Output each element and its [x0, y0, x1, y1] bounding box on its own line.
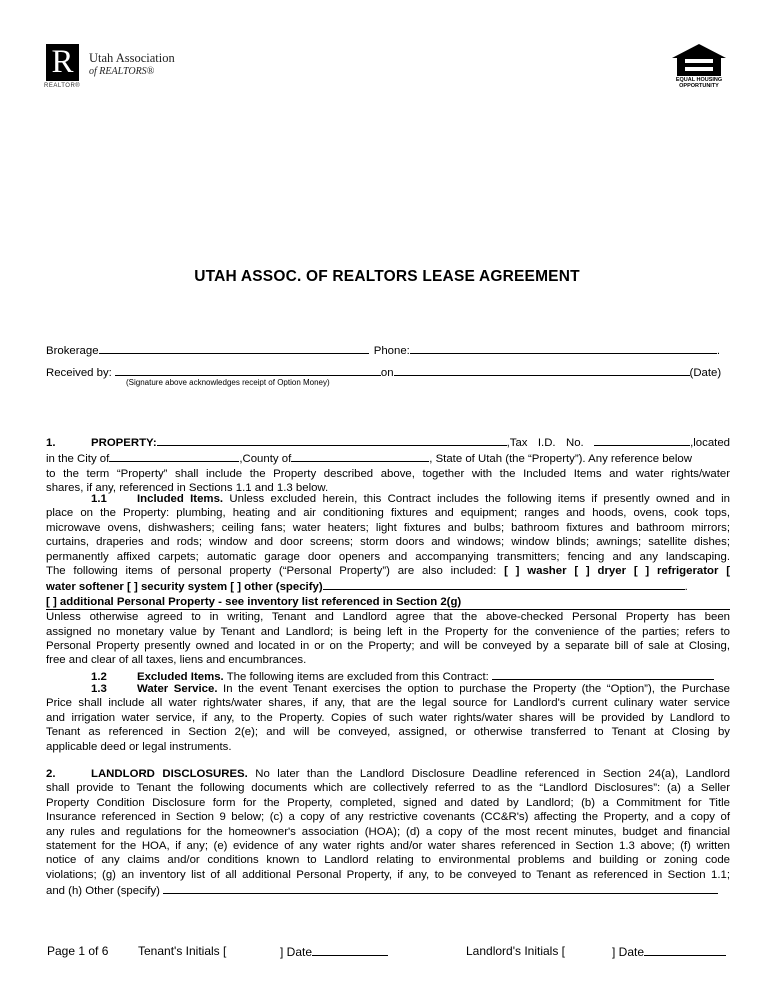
association-name-line1: Utah Association	[89, 51, 175, 65]
section-1-1-number: 1.1	[91, 493, 107, 505]
tenant-date-field[interactable]	[312, 944, 388, 956]
equal-housing-icon	[671, 43, 727, 77]
refrigerator-checkbox[interactable]: [ ] refrigerator	[633, 565, 719, 578]
section-1-3-text: In the event Tenant exercises the option to purchase the Property (the “Option”), the Purchase	[223, 683, 730, 695]
section-1-2-heading: Excluded Items.	[137, 671, 224, 683]
located-label: ,located	[690, 437, 730, 449]
property-address-field[interactable]	[157, 434, 507, 446]
section-1-3-line: and irrigation water service, if any, to the Property. Copies of such water rights/water shares will be provided by Landlord to	[46, 711, 730, 724]
section-1-3-line: Tenant as referenced in Section 2(e); and will be conveyed, assigned, or otherwise transferred to Tenant at Closing by	[46, 726, 730, 739]
section-2	[46, 767, 730, 899]
section-2-line: notice of any claims and/or conditions known to Landlord relating to environmental problems and building or zoning code	[46, 854, 730, 867]
county-field[interactable]	[291, 450, 429, 462]
excluded-items-field[interactable]	[492, 668, 714, 680]
water-softener-checkbox[interactable]: water softener [ ]	[46, 581, 138, 594]
tenant-date	[280, 944, 388, 959]
phone-label: Phone:	[373, 345, 410, 357]
received-signature-field[interactable]	[115, 364, 381, 376]
section-1-3-number: 1.3	[91, 683, 107, 695]
county-label: ,County of	[239, 453, 292, 466]
landlord-initials-label: Landlord's Initials [	[466, 944, 566, 958]
page-number: Page 1 of 6	[47, 944, 109, 958]
other-checkbox[interactable]: other (specify)	[244, 581, 323, 594]
section-2-line: Property Condition Disclosure form for the Property, completed, signed and dated by Landlord; (b) a Commitment for Title	[46, 796, 730, 809]
state-text: , State of Utah (the “Property”). Any reference below	[429, 453, 692, 466]
section-1-1-line: place on the Property: plumbing, heating and air conditioning fixtures and equipment; ranges and hoods, ovens, cook tops,	[46, 507, 730, 520]
section-2-heading: LANDLORD DISCLOSURES.	[91, 768, 248, 780]
brokerage-label: Brokerage	[46, 345, 99, 357]
date-label: (Date)	[689, 367, 722, 379]
section-1-line4: shares, if any, referenced in Sections 1.1 and 1.3 below.	[46, 482, 329, 495]
city-label: in the City of	[46, 453, 110, 466]
document-title: UTAH ASSOC. OF REALTORS LEASE AGREEMENT	[194, 268, 580, 285]
other-field[interactable]	[323, 578, 685, 590]
section-1-1-para: Personal Property presently owned and located in or on the Property; and will be conveyed by a separate bill of sale at Closing,	[46, 640, 730, 653]
signature-note: (Signature above acknowledges receipt of Option Money)	[126, 378, 330, 387]
section-2-text: No later than the Landlord Disclosure Deadline referenced in Section 24(a), Landlord	[255, 768, 730, 780]
section-1-1-text: Unless excluded herein, this Contract includes the following items if presently owned and in	[229, 493, 731, 505]
section-1-line3: to the term “Property” shall include the Property described above, together with the Included Items and water rights/water	[46, 467, 730, 480]
section-1-number: 1.	[46, 437, 56, 449]
additional-property-checkbox[interactable]: [ ] additional Personal Property - see inventory list referenced in Section 2(g)	[46, 595, 730, 610]
other-specify-label: and (h) Other (specify)	[46, 885, 160, 898]
section-2-line: shall provide to Tenant the following documents which are collectively referred to as the “Landlord Disclosures”: (a) a Seller	[46, 782, 730, 795]
section-2-line: violations; (g) an inventory list of all additional Personal Property, if any, to be conveyed to Tenant as referenced in Section 1.1;	[46, 868, 730, 881]
section-1-2-text: The following items are excluded from this Contract:	[226, 671, 489, 683]
section-1-1-para: assigned no monetary value by Tenant and Landlord; is being left in the Property for the convenience of the parties; refers to	[46, 625, 730, 638]
tenant-initials-label: Tenant's Initials [	[138, 944, 227, 958]
other-specify-field[interactable]	[163, 882, 718, 894]
section-1-1-heading: Included Items.	[137, 493, 224, 505]
section-1-1-line: permanently affixed carpets; automatic garage door openers and accompanying transmitters; fencing and any landscaping.	[46, 550, 730, 563]
brokerage-field[interactable]	[99, 342, 369, 354]
equal-housing-text: EQUAL HOUSING OPPORTUNITY	[675, 77, 723, 89]
section-1-1-line: microwave ovens, dishwashers; ceiling fans; water heaters; light fixtures and bulbs; bathroom fixtures and bathroom mirrors;	[46, 521, 730, 534]
realtor-logo-caption: REALTOR®	[44, 83, 81, 89]
received-label: Received by:	[46, 367, 112, 379]
personal-property-text: The following items of personal property (“Personal Property”) are also included:	[46, 565, 497, 578]
washer-checkbox[interactable]: [ ] washer	[504, 565, 567, 578]
landlord-date	[612, 944, 726, 959]
phone-field[interactable]	[410, 342, 717, 354]
received-date-field[interactable]	[394, 364, 690, 376]
landlord-date-field[interactable]	[644, 944, 726, 956]
section-1-3-heading: Water Service.	[137, 683, 218, 695]
section-2-number: 2.	[46, 768, 56, 780]
section-1-1-para-last: free and clear of all taxes, liens and encumbrances.	[46, 654, 307, 667]
other-period: .	[684, 581, 688, 594]
section-2-line: statement for the HOA, if any; (e) evidence of any water rights and/or water shares referenced in Section 1.3 above; (f) written	[46, 840, 730, 853]
section-1-1	[46, 492, 730, 668]
open-bracket: [	[726, 565, 731, 578]
section-2-line: Insurance referenced in Section 9 below; (c) a copy of any restrictive covenants (CC&R's) affecting the Property, and a copy of	[46, 811, 730, 824]
section-1-heading: PROPERTY:	[91, 437, 157, 449]
association-name-line2: of REALTORS®	[89, 66, 155, 77]
dryer-checkbox[interactable]: [ ] dryer	[574, 565, 627, 578]
section-1-3-line: Price shall include all water rights/water shares, if any, that are the legal source for Landlord's current culinary water service	[46, 697, 730, 710]
section-1	[46, 434, 730, 496]
section-1-2-number: 1.2	[91, 671, 107, 683]
on-label: on	[380, 367, 394, 379]
city-field[interactable]	[109, 450, 239, 462]
brokerage-period: .	[716, 345, 721, 357]
brokerage-line	[46, 342, 730, 358]
section-1-3	[46, 682, 730, 754]
security-system-checkbox[interactable]: security system [ ]	[140, 581, 241, 594]
section-1-1-para: Unless otherwise agreed to in writing, Tenant and Landlord agree that the above-checked Personal Property has been	[46, 611, 730, 624]
taxid-label: ,Tax I.D. No.	[506, 437, 584, 449]
section-2-line: any rules and regulations for the homeowner's association (HOA); (d) a copy of the most recent minutes, budget and financial	[46, 825, 730, 838]
section-1-1-line: curtains, draperies and rods; window and door screens; storm doors and windows; window blinds; awnings; satellite dishes;	[46, 536, 730, 549]
tenant-date-label: ] Date	[280, 945, 313, 959]
taxid-field[interactable]	[594, 434, 690, 446]
realtor-logo: R	[46, 44, 79, 81]
landlord-date-label: ] Date	[612, 945, 645, 959]
section-1-3-last: applicable deed or legal instruments.	[46, 740, 232, 753]
